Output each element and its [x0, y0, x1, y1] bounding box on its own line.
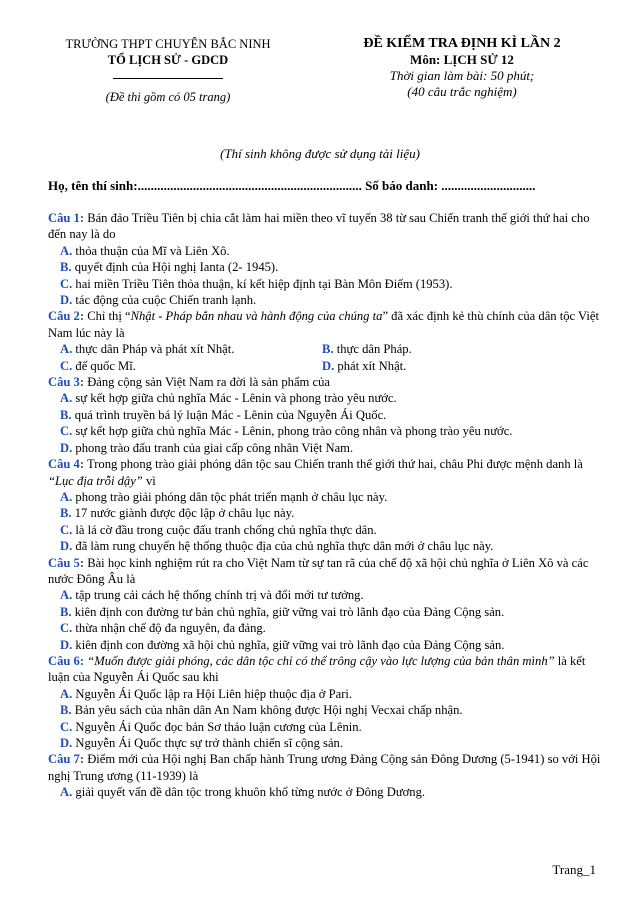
answer-option-a [48, 587, 602, 603]
option-text: quyết định của Hội nghị Ianta (2- 1945). [71, 260, 279, 275]
question-stem [48, 308, 602, 341]
option-label: C. [60, 522, 73, 537]
answer-option-c [48, 522, 602, 538]
answer-row-ab [48, 341, 602, 357]
answer-option-c [48, 423, 602, 439]
answer-option-b [322, 341, 584, 357]
option-text: thực dân Pháp. [333, 342, 412, 357]
option-label: B. [60, 407, 72, 422]
answer-option-b [48, 702, 602, 718]
question-list [48, 210, 602, 801]
option-label: A. [60, 243, 73, 258]
header-divider [113, 78, 223, 79]
answer-row-cd [48, 358, 602, 374]
option-text: hai miền Triều Tiên thỏa thuận, kí kết hiệp định tại Bàn Môn Điếm (1953). [72, 276, 453, 291]
answer-option-d [48, 440, 602, 456]
question-stem [48, 374, 602, 390]
option-label: D. [60, 440, 73, 455]
exam-title: ĐỀ KIỂM TRA ĐỊNH KÌ LẦN 2 [363, 36, 561, 51]
exam-notice: (Thí sinh không được sử dụng tài liệu) [220, 146, 420, 161]
question-7 [48, 751, 602, 800]
question-label: Câu 6: [48, 653, 85, 668]
option-text: phong trào đấu tranh của giai cấp công nhân Việt Nam. [72, 440, 354, 455]
option-label: A. [60, 489, 73, 504]
question-stem [48, 555, 602, 588]
answer-option-c [48, 276, 602, 292]
answer-option-d [48, 735, 602, 751]
question-text-quote: “Muốn được giải phóng, các dân tộc chỉ có thể trông cậy vào lực lượng của bản thân mình” [87, 653, 555, 668]
answer-option-d [48, 637, 602, 653]
question-text-after: vì [142, 473, 156, 488]
question-stem [48, 456, 602, 489]
option-text: thỏa thuận của Mĩ và Liên Xô. [72, 243, 230, 258]
question-text-after: là kết luận của Nguyễn Ái Quốc sau khi [48, 653, 586, 685]
answer-option-c [48, 719, 602, 735]
question-6 [48, 653, 602, 751]
answer-option-b [48, 604, 602, 620]
answer-option-c [60, 358, 322, 374]
question-text: Bài học kinh nghiệm rút ra cho Việt Nam từ sự tan rã của chế độ xã hội chủ nghĩa ở Liên Xô và các nước Đông Âu là [48, 555, 589, 586]
option-label: B. [60, 260, 72, 275]
option-text: đã làm rung chuyển hệ thống thuộc địa của chủ nghĩa thực dân mới ở châu lục này. [72, 539, 494, 554]
option-label: B. [60, 604, 72, 619]
option-text: phát xít Nhật. [334, 358, 407, 373]
answer-option-a [48, 390, 602, 406]
answer-option-b [48, 407, 602, 423]
question-stem [48, 210, 602, 243]
option-text: Nguyễn Ái Quốc lập ra Hội Liên hiệp thuộc địa ở Pari. [72, 686, 353, 701]
option-label: C. [60, 621, 73, 636]
option-text: thừa nhận chế độ đa nguyên, đa đảng. [72, 621, 266, 636]
option-label: D. [60, 736, 73, 750]
exam-question-count: (40 câu trắc nghiệm) [407, 84, 517, 99]
option-label: C. [60, 358, 73, 373]
question-label: Câu 7: [48, 752, 85, 767]
option-label: A. [60, 785, 73, 800]
option-text: kiên định con đường tư bản chủ nghĩa, giữ vững vai trò lãnh đạo của Đảng Cộng sản. [71, 604, 505, 619]
question-text-quote: Nhật - Pháp bắn nhau và hành động của chúng ta [130, 309, 383, 324]
answer-option-b [48, 505, 602, 521]
option-label: C. [60, 424, 73, 439]
answer-option-a [48, 686, 602, 702]
answer-option-a [48, 243, 602, 259]
option-text: 17 nước giành được độc lập ở châu lục này. [71, 506, 295, 521]
exam-duration: Thời gian làm bài: 50 phút; [389, 68, 535, 83]
option-text: tập trung cải cách hệ thống chính trị và đổi mới tư tưởng. [72, 588, 364, 603]
option-text: tác động của cuộc Chiến tranh lạnh. [72, 293, 257, 308]
option-text: sự kết hợp giữa chủ nghĩa Mác - Lênin, phong trào công nhân và phong trào yêu nước. [72, 424, 513, 439]
school-name: TRƯỜNG THPT CHUYÊN BẮC NINH [65, 37, 271, 51]
answer-option-d [322, 358, 584, 374]
option-text: Bản yêu sách của nhân dân An Nam không được Hội nghị Vecxai chấp nhận. [71, 703, 463, 718]
question-stem [48, 751, 602, 784]
answer-option-d [48, 292, 602, 308]
answer-option-c [48, 620, 602, 636]
page-count-note: (Đề thi gồm có 05 trang) [105, 90, 231, 104]
question-text: Bán đảo Triều Tiên bị chia cắt làm hai miền theo vĩ tuyến 38 từ sau Chiến tranh thế giới thứ hai cho đến nay là do [48, 211, 590, 242]
question-text: Đảng cộng sản Việt Nam ra đời là sản phẩm của [84, 375, 330, 390]
option-label: A. [60, 588, 73, 603]
question-4 [48, 456, 602, 554]
option-text: kiên định con đường xã hội chủ nghĩa, giữ vững vai trò lãnh đạo của Đảng Cộng sản. [72, 637, 505, 652]
question-1 [48, 210, 602, 308]
student-info-line: Họ, tên thí sinh:..................................................................... Số báo danh: ............................. [48, 178, 536, 193]
question-label: Câu 4: [48, 457, 85, 472]
option-text: phong trào giải phóng dân tộc phát triển mạnh ở châu lục này. [72, 489, 388, 504]
option-text: thực dân Pháp và phát xít Nhật. [72, 342, 235, 357]
option-text: quá trình truyền bá lý luận Mác - Lênin của Nguyễn Ái Quốc. [71, 407, 387, 422]
option-text: Nguyễn Ái Quốc thực sự trở thành chiến sĩ cộng sản. [72, 736, 343, 750]
question-text-quote: “Lục địa trỗi dậy” [48, 473, 143, 488]
question-label: Câu 3: [48, 375, 85, 390]
question-label: Câu 1: [48, 211, 85, 225]
option-text: là lá cờ đầu trong cuộc đấu tranh chống chủ nghĩa thực dân. [72, 522, 377, 537]
question-2 [48, 308, 602, 374]
exam-header [322, 36, 602, 100]
answer-option-a [48, 784, 602, 800]
answer-option-d [48, 538, 602, 554]
option-label: A. [60, 686, 73, 701]
page-number: Trang_1 [552, 862, 596, 877]
question-text-before: Chỉ thị “ [84, 309, 131, 324]
option-label: D. [60, 539, 73, 554]
option-label: D. [60, 293, 73, 308]
option-label: B. [60, 703, 72, 718]
exam-subject: Môn: LỊCH SỬ 12 [410, 52, 514, 67]
department-name: TỔ LỊCH SỬ - GDCD [107, 53, 229, 67]
option-label: C. [60, 276, 73, 291]
option-label: B. [60, 506, 72, 521]
option-label: C. [60, 719, 73, 734]
option-text: đế quốc Mĩ. [72, 358, 136, 373]
question-5 [48, 555, 602, 653]
question-text: Điểm mới của Hội nghị Ban chấp hành Trung ương Đảng Cộng sản Đông Dương (5-1941) so với Hội nghị Trung ương (11-1939) là [48, 752, 601, 783]
option-label: A. [60, 391, 73, 406]
question-stem [48, 653, 602, 686]
answer-option-b [48, 259, 602, 275]
question-label: Câu 2: [48, 309, 85, 324]
option-label: B. [322, 342, 334, 357]
option-text: giải quyết vấn đề dân tộc trong khuôn khổ từng nước ở Đông Dương. [72, 785, 426, 800]
option-text: Nguyễn Ái Quốc đọc bản Sơ thảo luận cương của Lênin. [72, 719, 362, 734]
option-label: D. [60, 637, 73, 652]
answer-option-a [48, 489, 602, 505]
answer-option-a [60, 341, 322, 357]
question-text-before: Trong phong trào giải phóng dân tộc sau Chiến tranh thế giới thứ hai, châu Phi được mệnh danh là [84, 457, 583, 472]
option-label: A. [60, 342, 73, 357]
option-label: D. [322, 358, 335, 373]
question-label: Câu 5: [48, 555, 85, 570]
school-header [28, 36, 308, 105]
option-text: sự kết hợp giữa chủ nghĩa Mác - Lênin và phong trào yêu nước. [72, 391, 397, 406]
question-text-after: ” đã xác định kẻ thù chính của dân tộc Việt Nam lúc này là [48, 309, 599, 340]
question-3 [48, 374, 602, 456]
